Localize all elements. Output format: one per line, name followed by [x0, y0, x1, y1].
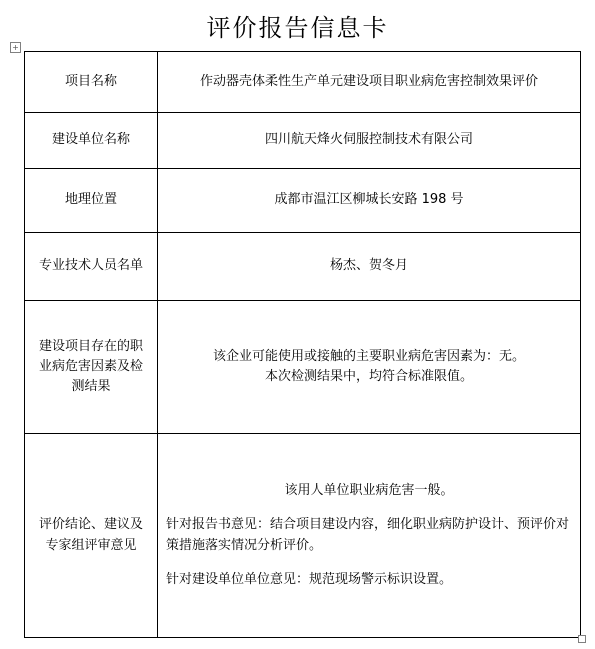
info-card-table — [24, 51, 581, 638]
row-label-project-name: 项目名称 — [25, 52, 158, 113]
row-value-staff: 杨杰、贺冬月 — [158, 233, 581, 301]
row-label-staff: 专业技术人员名单 — [25, 233, 158, 301]
hazard-line-2: 本次检测结果中，均符合标准限值。 — [264, 369, 473, 384]
page-title: 评价报告信息卡 — [206, 14, 389, 42]
table-row — [25, 169, 581, 233]
row-label-location: 地理位置 — [25, 169, 158, 233]
row-value-conclusion — [158, 434, 581, 638]
row-label-conclusion: 评价结论、建议及专家组评审意见 — [25, 434, 158, 638]
table-row — [25, 113, 581, 169]
table-resize-handle-icon[interactable] — [578, 635, 586, 643]
row-label-unit-name: 建设单位名称 — [25, 113, 158, 169]
row-value-unit-name: 四川航天烽火伺服控制技术有限公司 — [158, 113, 581, 169]
table-move-handle-icon[interactable]: + — [10, 42, 21, 53]
table-row — [25, 52, 581, 113]
row-value-location: 成都市温江区柳城长安路 198 号 — [158, 169, 581, 233]
hazard-line-1: 该企业可能使用或接触的主要职业病危害因素为：无。 — [212, 348, 525, 364]
row-value-hazards — [158, 301, 581, 434]
table-row — [25, 233, 581, 301]
unit-opinion-text: 针对建设单位单位意见：规范现场警示标识设置。 — [166, 571, 453, 587]
report-opinion-text: 针对报告书意见：结合项目建设内容，细化职业病防护设计、预评价对策措施落实情况分析评价。 — [166, 517, 570, 553]
table-row — [25, 434, 581, 638]
table-row — [25, 301, 581, 434]
row-value-project-name: 作动器壳体柔性生产单元建设项目职业病危害控制效果评价 — [158, 52, 581, 113]
conclusion-text: 该用人单位职业病危害一般。 — [284, 483, 454, 499]
row-label-hazards: 建设项目存在的职业病危害因素及检测结果 — [25, 301, 158, 434]
